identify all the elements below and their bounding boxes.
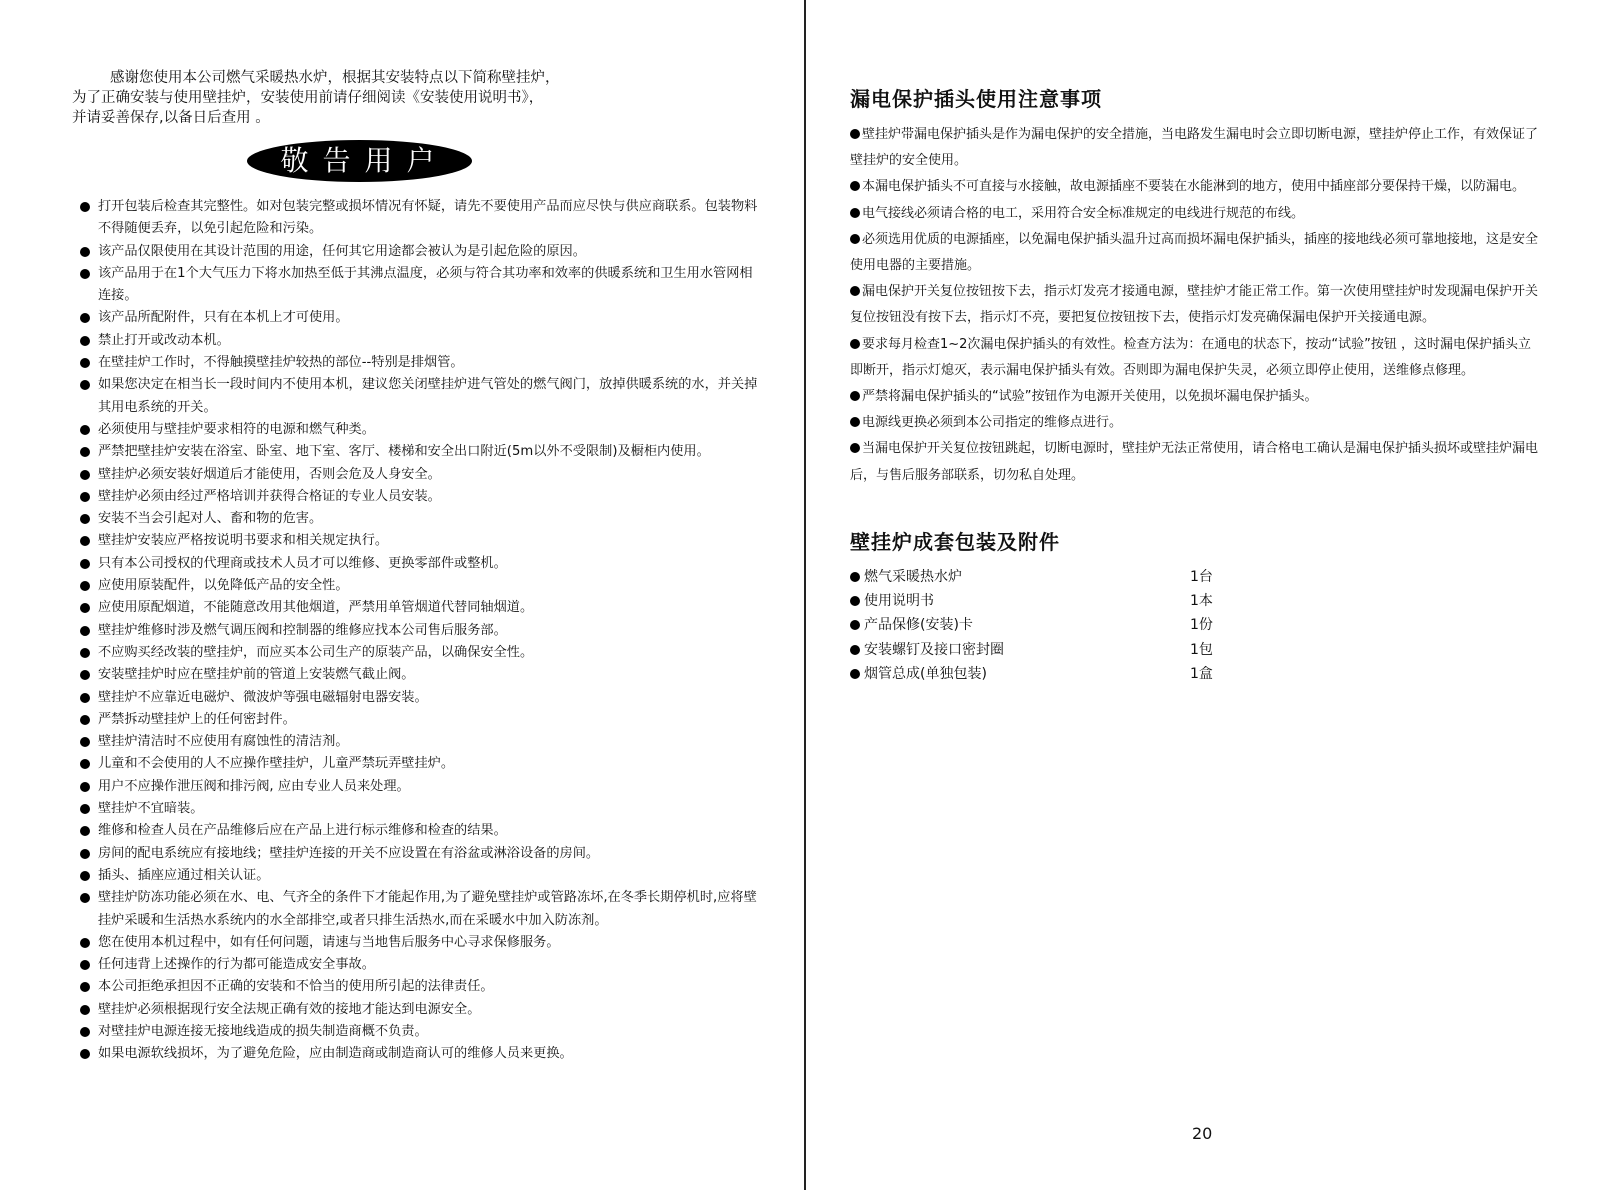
warning-item (72, 241, 762, 263)
left-page (72, 68, 762, 1066)
warning-item (72, 932, 762, 954)
warning-item-text: 如果电源软线损坏，为了避免危险，应由制造商或制造商认可的维修人员来更换。 (98, 1046, 573, 1062)
bullet-icon (80, 581, 90, 591)
warning-item (72, 687, 762, 709)
warning-item (72, 196, 762, 241)
bullet-icon (80, 871, 90, 881)
warning-item-text: 在壁挂炉工作时，不得触摸壁挂炉较热的部位--特别是排烟管。 (98, 355, 464, 371)
bullet-icon (80, 603, 90, 613)
warning-item-text: 壁挂炉必须由经过严格培训并获得合格证的专业人员安装。 (98, 488, 441, 504)
warning-item (72, 753, 762, 775)
warning-list (72, 196, 762, 1066)
warning-item-text: 安装壁挂炉时应在壁挂炉前的管道上安装燃气截止阀。 (98, 667, 415, 683)
warning-item-text: 壁挂炉安装应严格按说明书要求和相关规定执行。 (98, 533, 389, 549)
intro-line: 并请妥善保存,以备日后查用 。 (72, 110, 270, 126)
bullet-icon (80, 447, 90, 457)
bullet-icon (80, 492, 90, 502)
warning-item-text: 对壁挂炉电源连接无接地线造成的损失制造商概不负责。 (98, 1023, 428, 1039)
leakage-note (850, 436, 1540, 488)
bullet-icon (80, 693, 90, 703)
leakage-note-text: 本漏电保护插头不可直接与水接触，故电源插座不要装在水能淋到的地方，使用中插座部分要保持干燥，以防漏电。 (862, 179, 1526, 195)
bullet-icon (80, 782, 90, 792)
package-item-qty: 1台 (1190, 568, 1213, 585)
warning-item-text: 用户不应操作泄压阀和排污阀, 应由专业人员来处理。 (98, 778, 410, 794)
package-item (850, 638, 1230, 662)
warning-item-text: 儿童和不会使用的人不应操作壁挂炉，儿童严禁玩弄壁挂炉。 (98, 756, 455, 772)
package-item-label (850, 662, 987, 686)
bullet-icon (80, 514, 90, 524)
bullet-icon (850, 572, 860, 582)
warning-item (72, 1043, 762, 1065)
warning-item-text: 打开包装后检查其完整性。如对包装完整或损坏情况有怀疑，请先不要使用产品而应尽快与供应商联系。包装物料不得随便丢弃，以免引起危险和污染。 (98, 199, 758, 237)
leakage-note (850, 384, 1540, 410)
intro-line: 感谢您使用本公司燃气采暖热水炉，根据其安装特点以下简称壁挂炉， (110, 70, 560, 86)
warning-item-text: 插头、插座应通过相关认证。 (98, 867, 270, 883)
warning-item-text: 壁挂炉防冻功能必须在水、电、气齐全的条件下才能起作用,为了避免壁挂炉或管路冻坏,在冬季长期停机时,应将壁挂炉采暖和生活热水系统内的水全部排空,或者只排生活热水,而在采暖水中加入防冻剂。 (98, 890, 757, 928)
leakage-note-text: 电气接线必须请合格的电工，采用符合安全标准规定的电线进行规范的布线。 (862, 205, 1305, 221)
leakage-notes-list (850, 122, 1540, 489)
warning-item-text: 壁挂炉不应靠近电磁炉、微波炉等强电磁辐射电器安装。 (98, 689, 428, 705)
package-item (850, 662, 1230, 686)
warning-item-text: 不应购买经改装的壁挂炉，而应买本公司生产的原装产品，以确保安全性。 (98, 644, 534, 660)
leakage-note (850, 122, 1540, 174)
package-item-qty: 1份 (1190, 617, 1213, 634)
warning-item (72, 530, 762, 552)
warning-item-text: 该产品所配附件，只有在本机上才可使用。 (98, 310, 349, 326)
warning-item-text: 如果您决定在相当长一段时间内不使用本机，建议您关闭壁挂炉进气管处的燃气阀门，放掉供暖系统的水，并关掉其用电系统的开关。 (98, 377, 758, 415)
warning-item-text: 壁挂炉必须根据现行安全法规正确有效的接地才能达到电源安全。 (98, 1001, 481, 1017)
bullet-icon (80, 269, 90, 279)
bullet-icon (80, 380, 90, 390)
warning-item-text: 房间的配电系统应有接地线；壁挂炉连接的开关不应设置在有浴盆或淋浴设备的房间。 (98, 845, 600, 861)
bullet-icon (80, 202, 90, 212)
warning-item-text: 本公司拒绝承担因不正确的安装和不恰当的使用所引起的法律责任。 (98, 979, 494, 995)
warning-item-text: 任何违背上述操作的行为都可能造成安全事故。 (98, 957, 375, 973)
package-item (850, 565, 1230, 589)
bullet-icon (80, 804, 90, 814)
bullet-icon (80, 470, 90, 480)
package-item-label (850, 638, 1004, 662)
leakage-note-text: 要求每月检查1~2次漏电保护插头的有效性。检查方法为：在通电的状态下，按动“试验”按钮 ，这时漏电保护插头立即断开，指示灯熄灭，表示漏电保护插头有效。否则即为漏电保护失灵，必须立即停止使用，送维修点修理。 (850, 336, 1532, 378)
warning-item (72, 374, 762, 419)
warning-item (72, 419, 762, 441)
leakage-note-text: 电源线更换必须到本公司指定的维修点进行。 (862, 415, 1123, 431)
warning-item (72, 954, 762, 976)
package-item-qty: 1盒 (1190, 666, 1213, 683)
bullet-icon (80, 715, 90, 725)
package-item-name: 燃气采暖热水炉 (864, 568, 962, 585)
package-item (850, 613, 1230, 637)
warning-item-text: 壁挂炉维修时涉及燃气调压阀和控制器的维修应找本公司售后服务部。 (98, 622, 507, 638)
package-item-name: 产品保修(安装)卡 (864, 617, 973, 634)
leakage-note (850, 332, 1540, 384)
package-item-name: 烟管总成(单独包装) (864, 666, 987, 683)
warning-item (72, 709, 762, 731)
bullet-icon (850, 620, 860, 630)
bullet-icon (80, 893, 90, 903)
warning-item (72, 352, 762, 374)
bullet-icon (80, 849, 90, 859)
package-list (850, 565, 1230, 686)
leakage-note (850, 174, 1540, 200)
bullet-icon (850, 129, 860, 139)
bullet-icon (80, 358, 90, 368)
bullet-icon (80, 960, 90, 970)
warning-item (72, 553, 762, 575)
intro-line: 为了正确安装与使用壁挂炉，安装使用前请仔细阅读《安装使用说明书》， (72, 90, 544, 106)
bullet-icon (80, 536, 90, 546)
warning-item (72, 486, 762, 508)
warning-item (72, 820, 762, 842)
warning-item (72, 887, 762, 932)
bullet-icon (80, 759, 90, 769)
warning-item (72, 575, 762, 597)
bullet-icon (80, 559, 90, 569)
warning-item (72, 620, 762, 642)
warning-item (72, 664, 762, 686)
bullet-icon (80, 1027, 90, 1037)
leakage-note (850, 201, 1540, 227)
warning-item-text: 应使用原装配件，以免降低产品的安全性。 (98, 578, 349, 594)
leakage-note (850, 279, 1540, 331)
leakage-note (850, 410, 1540, 436)
bullet-icon (850, 208, 860, 218)
bullet-icon (80, 247, 90, 257)
bullet-icon (80, 1049, 90, 1059)
section-title-package: 壁挂炉成套包装及附件 (850, 529, 1060, 554)
package-item (850, 589, 1230, 613)
bullet-icon (80, 313, 90, 323)
package-item-label (850, 565, 962, 589)
bullet-icon (850, 669, 860, 679)
warning-item-text: 必须使用与壁挂炉要求相符的电源和燃气种类。 (98, 421, 375, 437)
warning-item (72, 441, 762, 463)
warning-item-text: 禁止打开或改动本机。 (98, 332, 230, 348)
page-number: 20 (1192, 1124, 1213, 1143)
warning-item (72, 263, 762, 308)
warning-item-text: 壁挂炉清洁时不应使用有腐蚀性的清洁剂。 (98, 734, 349, 750)
bullet-icon (80, 670, 90, 680)
leakage-note-text: 当漏电保护开关复位按钮跳起，切断电源时，壁挂炉无法正常使用，请合格电工确认是漏电保护插头损坏或壁挂炉漏电后，与售后服务部联系，切勿私自处理。 (850, 441, 1539, 483)
warning-heading (72, 136, 762, 196)
warning-item-text: 维修和检查人员在产品维修后应在产品上进行标示维修和检查的结果。 (98, 823, 507, 839)
bullet-icon (80, 826, 90, 836)
leakage-note-text: 壁挂炉带漏电保护插头是作为漏电保护的安全措施，当电路发生漏电时会立即切断电源，壁挂炉停止工作，有效保证了壁挂炉的安全使用。 (850, 127, 1539, 169)
bullet-icon (80, 1005, 90, 1015)
package-item-name: 安装螺钉及接口密封圈 (864, 641, 1004, 658)
warning-item-text: 壁挂炉不宜暗装。 (98, 801, 204, 817)
warning-item-text: 壁挂炉必须安装好烟道后才能使用，否则会危及人身安全。 (98, 466, 441, 482)
warning-item-text: 您在使用本机过程中，如有任何问题，请速与当地售后服务中心寻求保修服务。 (98, 934, 560, 950)
warning-item (72, 464, 762, 486)
bullet-icon (850, 391, 860, 401)
warning-item (72, 508, 762, 530)
package-item-name: 使用说明书 (864, 593, 934, 610)
package-section (850, 527, 1540, 686)
package-item-label (850, 613, 973, 637)
warning-item (72, 976, 762, 998)
package-item-qty: 1包 (1190, 641, 1213, 658)
bullet-icon (850, 443, 860, 453)
bullet-icon (850, 417, 860, 427)
warning-item (72, 843, 762, 865)
bullet-icon (80, 982, 90, 992)
leakage-note-text: 漏电保护开关复位按钮按下去，指示灯发亮才接通电源，壁挂炉才能正常工作。第一次使用壁挂炉时发现漏电保护开关复位按钮没有按下去，指示灯不亮，要把复位按钮按下去，使指示灯发亮确保漏电保护开关接通电源。 (850, 284, 1539, 326)
warning-item-text: 安装不当会引起对人、畜和物的危害。 (98, 511, 323, 527)
bullet-icon (80, 626, 90, 636)
warning-item-text: 严禁拆动壁挂炉上的任何密封件。 (98, 711, 296, 727)
warning-item-text: 该产品仅限使用在其设计范围的用途，任何其它用途都会被认为是引起危险的原因。 (98, 243, 586, 259)
package-item-label (850, 589, 934, 613)
bullet-icon (850, 234, 860, 244)
bullet-icon (80, 938, 90, 948)
warning-item (72, 776, 762, 798)
warning-item (72, 642, 762, 664)
bullet-icon (850, 339, 860, 349)
warning-item (72, 330, 762, 352)
leakage-note-text: 严禁将漏电保护插头的“试验”按钮作为电源开关使用，以免损坏漏电保护插头。 (862, 389, 1318, 405)
warning-item (72, 307, 762, 329)
bullet-icon (850, 286, 860, 296)
bullet-icon (80, 648, 90, 658)
leakage-note (850, 227, 1540, 279)
warning-item-text: 该产品用于在1个大气压力下将水加热至低于其沸点温度，必须与符合其功率和效率的供暖系统和卫生用水管网相连接。 (98, 265, 753, 304)
warning-item (72, 1021, 762, 1043)
warning-item-text: 只有本公司授权的代理商或技术人员才可以维修、更换零部件或整机。 (98, 555, 507, 571)
warning-item (72, 798, 762, 820)
warning-item (72, 999, 762, 1021)
warning-item (72, 597, 762, 619)
leakage-note-text: 必须选用优质的电源插座，以免漏电保护插头温升过高而损坏漏电保护插头，插座的接地线必须可靠地接地，这是安全使用电器的主要措施。 (850, 231, 1539, 274)
intro-paragraph (72, 68, 762, 128)
warning-item-text: 应使用原配烟道，不能随意改用其他烟道，严禁用单管烟道代替同轴烟道。 (98, 600, 534, 616)
warning-item-text: 严禁把壁挂炉安装在浴室、卧室、地下室、客厅、楼梯和安全出口附近(5m以外不受限制)及橱柜内使用。 (98, 444, 710, 460)
right-page (850, 84, 1540, 686)
warning-title: 敬告用户 (247, 140, 472, 182)
bullet-icon (850, 645, 860, 655)
package-item-qty: 1本 (1190, 593, 1213, 610)
bullet-icon (80, 737, 90, 747)
page-divider (804, 0, 806, 1190)
bullet-icon (80, 425, 90, 435)
bullet-icon (80, 336, 90, 346)
bullet-icon (850, 596, 860, 606)
section-title-leakage: 漏电保护插头使用注意事项 (850, 87, 1102, 111)
warning-item (72, 731, 762, 753)
warning-item (72, 865, 762, 887)
bullet-icon (850, 181, 860, 191)
